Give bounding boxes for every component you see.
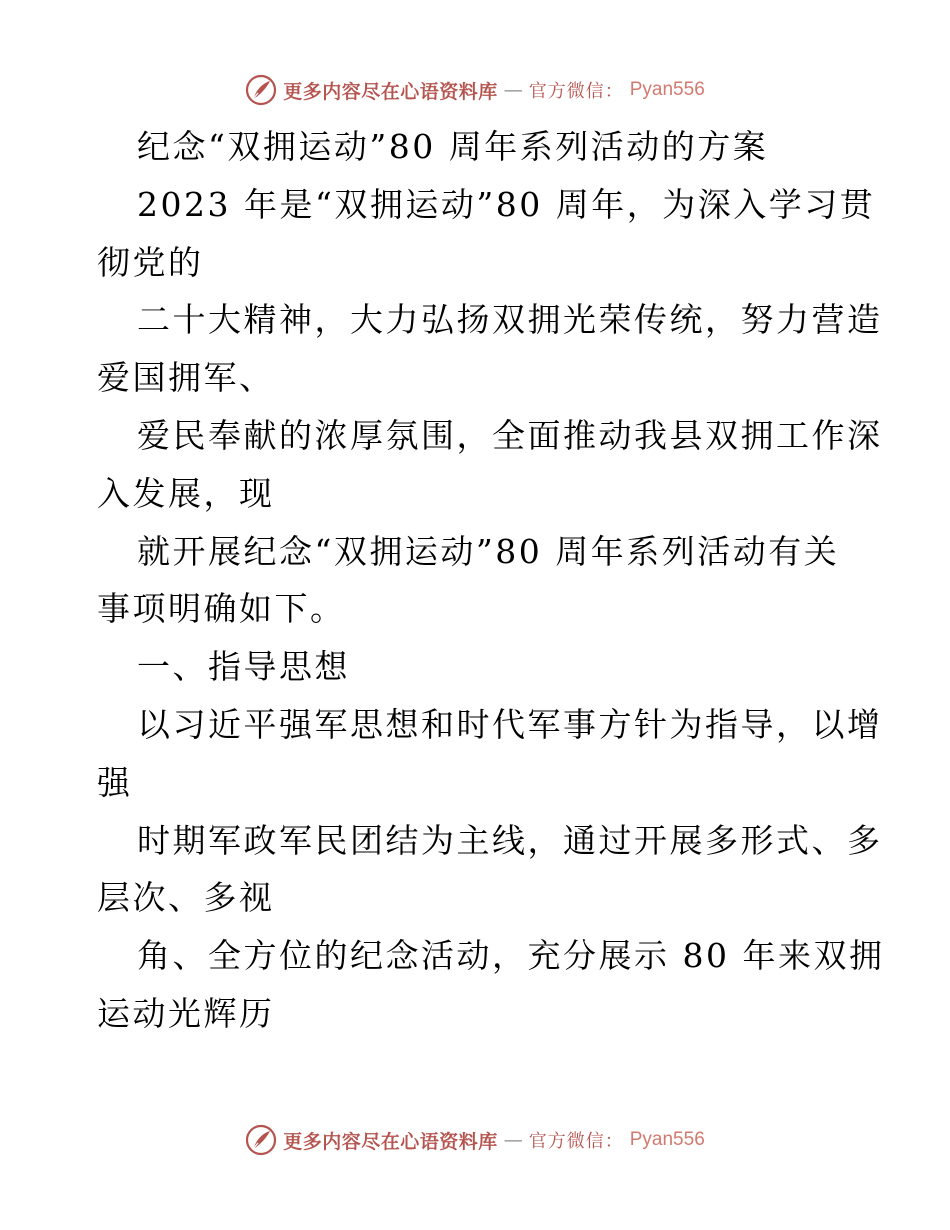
paragraph-line: 就开展纪念“双拥运动”80 周年系列活动有关 <box>137 531 840 571</box>
document-title: 纪念“双拥运动”80 周年系列活动的方案 <box>137 127 769 166</box>
banner-wechat-id: Pyan556 <box>629 1129 705 1150</box>
paragraph-line: 彻党的 <box>97 242 204 282</box>
paragraph-line: 爱国拥军、 <box>97 358 275 398</box>
banner-dash: — <box>503 1129 523 1151</box>
paragraph-line: 爱民奉献的浓厚氛围，全面推动我县双拥工作深 <box>137 415 883 455</box>
feather-pen-logo-icon <box>245 1124 277 1156</box>
footer-banner <box>0 1120 950 1160</box>
header-banner <box>0 70 950 110</box>
paragraph-line: 层次、多视 <box>97 878 275 918</box>
paragraph-line: 二十大精神，大力弘扬双拥光荣传统，努力营造 <box>137 300 883 340</box>
section-heading: 一、指导思想 <box>137 647 350 687</box>
feather-pen-logo-icon <box>245 74 277 106</box>
paragraph-line: 入发展，现 <box>97 473 275 513</box>
paragraph-line: 运动光辉历 <box>97 993 275 1033</box>
banner-text: 更多内容尽在心语资料库 <box>283 80 498 103</box>
document-body <box>97 118 885 1043</box>
banner-text: 更多内容尽在心语资料库 <box>283 1130 498 1153</box>
banner-dash: — <box>503 79 523 101</box>
banner-wechat-label: 官方微信： <box>528 81 624 102</box>
paragraph-line: 强 <box>97 762 133 802</box>
paragraph-line: 角、全方位的纪念活动，充分展示 80 年来双拥 <box>137 936 885 976</box>
banner-wechat-label: 官方微信： <box>528 1131 624 1152</box>
banner-wechat-id: Pyan556 <box>629 79 705 100</box>
paragraph-line: 时期军政军民团结为主线，通过开展多形式、多 <box>137 820 883 860</box>
paragraph-line: 以习近平强军思想和时代军事方针为指导，以增 <box>137 704 883 744</box>
paragraph-line: 2023 年是“双拥运动”80 周年，为深入学习贯 <box>137 184 876 224</box>
paragraph-line: 事项明确如下。 <box>97 589 346 629</box>
